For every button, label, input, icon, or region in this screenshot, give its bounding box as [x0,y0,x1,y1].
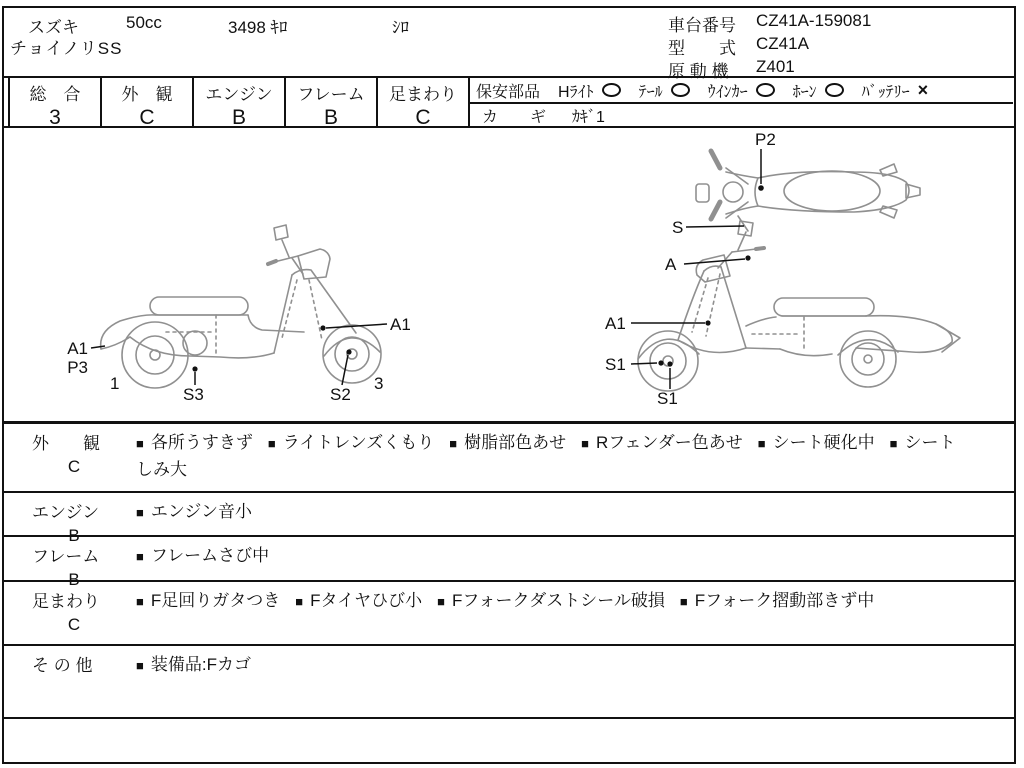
defect-item: 樹脂部色あせ [464,433,567,452]
marker-s2: S2 [330,385,351,404]
condition-row-frame [4,537,1014,589]
safety-item-horn [793,79,844,102]
defect-item: 各所うすきず [150,433,253,452]
grade-label: フレーム [297,85,365,104]
grade-label: エンジン [205,85,273,104]
marker-s1-fork: S1 [657,389,678,408]
grade-cell-frame [286,78,378,129]
defect-bullet: ■ [136,594,144,609]
condition-section-name: 足まわり [32,592,100,611]
grade-label: 総 合 [29,85,81,104]
condition-label [4,537,134,589]
marker-s: S [672,218,684,237]
key-value: ｶｷﾞ1 [572,108,605,126]
auction-sheet [2,6,1016,764]
displacement: 50cc [126,13,162,32]
marker-a1-shield-right: A1 [605,314,626,333]
condition-section-name: 外 観 [32,434,100,453]
grade-value: 3 [49,106,61,129]
safety-item-label: ﾎｰﾝ [792,83,817,101]
scooter-side-left-sketch [67,225,411,404]
ok-circle-mark [756,83,775,97]
safety-parts-row [470,78,1013,104]
marker-wheel-1: 1 [110,374,120,393]
defect-bullet: ■ [757,436,766,451]
condition-row-engine [4,493,1014,545]
marker-s1-wheel: S1 [605,355,626,374]
marker-wheel-3: 3 [374,374,384,393]
marker-a: A [665,255,677,274]
grade-strip [4,78,1014,128]
grade-cell-undercarriage [378,78,470,129]
defect-bullet: ■ [136,436,144,451]
defect-bullet: ■ [449,436,458,451]
defect-item: F足回りガタつき [150,591,281,610]
condition-remarks [134,582,1014,644]
defect-item: シートしみ大 [136,433,956,479]
key-row [470,104,1013,126]
condition-grade: B [68,526,80,545]
grade-value: C [415,106,431,129]
safety-item-label: Hﾗｲﾄ [558,83,594,101]
engine-value: Z401 [756,57,795,76]
empty-row [4,719,1014,762]
grade-value: C [139,106,155,129]
condition-grade: C [67,615,81,634]
condition-remarks [134,537,1014,580]
defect-bullet: ■ [889,436,898,451]
condition-label [4,493,134,545]
safety-item-label: ｳｲﾝｶｰ [707,83,748,101]
condition-label [4,582,134,644]
condition-label [4,424,134,491]
condition-grade: B [68,570,80,589]
marker-a1-rear: A1 [67,339,88,358]
marker-s3: S3 [183,385,204,404]
grade-cell-overall [10,78,102,129]
defect-item: Fフォーク摺動部きず中 [694,591,875,610]
type-value: CZ41A [756,34,809,53]
grade-label: 足まわり [389,85,457,104]
damage-diagram [4,128,1014,424]
mileage: 3498 ｷﾛ [228,18,288,37]
engine-label: 原 動 機 [668,62,729,81]
defect-bullet: ■ [267,436,276,451]
type-label: 型 式 [668,39,736,58]
safety-item-battery [862,79,929,102]
marker-a1-shield: A1 [390,315,411,334]
defect-item: シート硬化中 [772,433,875,452]
safety-item-label: ﾊﾞｯﾃﾘｰ [861,83,910,101]
condition-label [4,646,134,717]
defect-item: フレームさび中 [150,546,270,565]
condition-grade: C [67,457,81,476]
marker-p3: P3 [67,358,88,377]
defect-item: Rフェンダー色あせ [596,433,743,452]
vehicle-header [4,8,1014,81]
defect-item: Fフォークダストシール破損 [452,591,665,610]
model-name: チョイノリSS [10,39,123,58]
scooter-top-view-sketch [672,130,920,237]
grade-label: 外 観 [121,85,173,104]
defect-bullet: ■ [136,505,144,520]
condition-row-exterior [4,424,1014,493]
defect-bullet: ■ [437,594,446,609]
defect-bullet: ■ [136,549,144,564]
grade-cell-exterior [102,78,194,129]
grade-value: B [231,106,246,129]
safety-parts-title: 保安部品 [476,83,541,101]
condition-section-name: フレーム [32,547,100,566]
defect-bullet: ■ [581,436,589,451]
scooter-diagrams [4,128,1014,421]
ok-circle-mark [671,83,690,97]
chassis-no-label: 車台番号 [668,16,736,35]
condition-remarks [134,424,1014,491]
defect-item: 装備品:Fカゴ [150,655,251,674]
scooter-side-right-sketch [605,221,960,408]
condition-row-other [4,646,1014,719]
defect-item: ライトレンズくもり [282,433,435,452]
defect-bullet: ■ [295,594,304,609]
grade-value: B [323,106,338,129]
safety-item-label: ﾃｰﾙ [638,83,663,101]
condition-row-undercarriage [4,582,1014,646]
chassis-no-value: CZ41A-159081 [756,11,872,30]
safety-item-headlight [558,79,621,102]
key-label: カ ギ [482,108,547,126]
condition-section-name: エンジン [32,503,100,522]
condition-remarks [134,646,1014,717]
body-color: ｼﾛ [392,18,409,37]
ng-x-mark: × [917,80,929,100]
ok-circle-mark [825,83,844,97]
defect-bullet: ■ [136,658,144,673]
marker-p2: P2 [755,130,776,149]
grade-cells [8,78,470,129]
defect-item: Fタイヤひび小 [310,591,423,610]
safety-parts-box [470,78,1013,126]
grade-cell-engine [194,78,286,129]
ok-circle-mark [602,83,621,97]
defect-bullet: ■ [679,594,688,609]
defect-item: エンジン音小 [150,502,253,521]
condition-section-name: そ の 他 [32,656,93,675]
maker: スズキ [28,18,79,37]
condition-remarks [134,493,1014,535]
